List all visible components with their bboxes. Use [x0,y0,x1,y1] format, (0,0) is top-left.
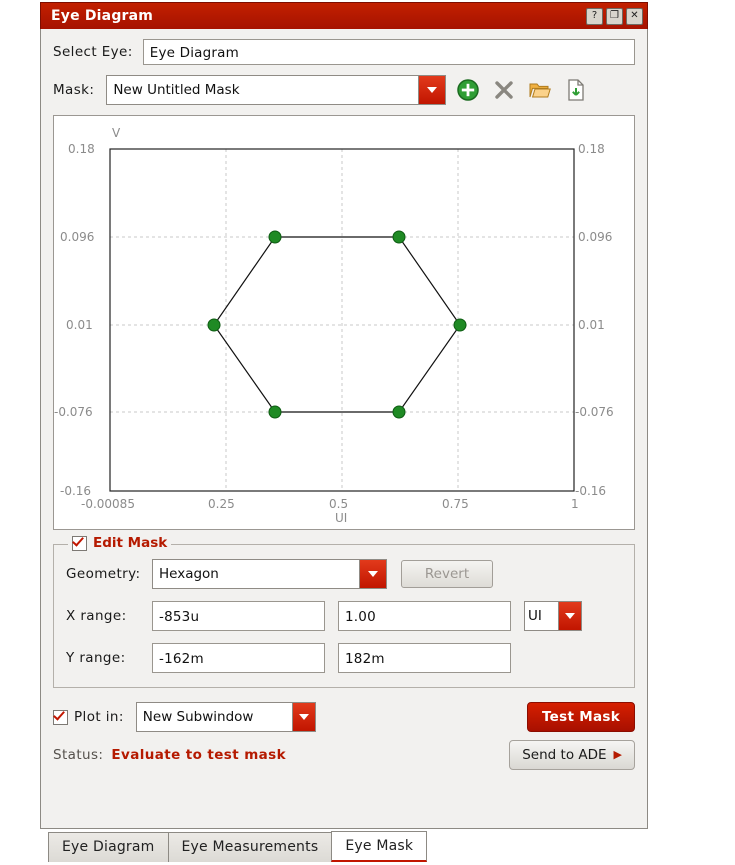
tab-eye-measurements[interactable]: Eye Measurements [168,832,333,862]
y-tick-right-0: 0.18 [578,142,605,156]
mask-combobox[interactable] [106,75,446,105]
chevron-down-icon[interactable] [558,602,581,630]
play-arrow-icon: ▶ [613,748,622,761]
x-range-row [66,601,622,631]
geometry-combobox[interactable] [152,559,387,589]
mask-vertex [269,406,281,418]
test-mask-button[interactable]: Test Mask [527,702,635,732]
x-range-max-input[interactable]: 1.00 [338,601,511,631]
edit-mask-group [53,535,635,688]
mask-row [53,75,635,105]
status-row [53,740,635,770]
mask-vertex [393,231,405,243]
plot-svg [54,116,636,529]
delete-mask-icon[interactable] [490,76,518,104]
tab-eye-diagram[interactable]: Eye Diagram [48,832,169,862]
open-mask-icon[interactable] [526,76,554,104]
x-range-unit-combobox[interactable] [524,601,582,631]
x-tick-0: -0.00085 [81,497,135,511]
restore-button[interactable]: ❐ [606,8,623,25]
chevron-down-icon[interactable] [292,703,315,731]
x-range-min-input[interactable]: -853u [152,601,325,631]
window-body [40,29,648,829]
geometry-row [66,559,622,589]
send-to-ade-button[interactable] [509,740,635,770]
tab-eye-mask[interactable]: Eye Mask [331,831,427,862]
select-eye-input[interactable]: Eye Diagram [143,39,635,65]
mask-vertex [269,231,281,243]
window-title-bar [40,2,648,29]
x-axis-title: UI [335,511,348,525]
y-range-min-input[interactable]: -162m [152,643,325,673]
status-value: Evaluate to test mask [111,747,286,763]
y-tick-right-2: 0.01 [578,318,605,332]
plot-in-combobox[interactable] [136,702,316,732]
edit-mask-label: Edit Mask [93,535,168,551]
y-tick-right-4: -0.16 [575,484,607,498]
chevron-down-icon[interactable] [418,76,445,104]
y-tick-right-3: -0.076 [575,405,614,419]
mask-vertex [393,406,405,418]
y-range-max-input[interactable]: 182m [338,643,511,673]
plot-in-row [53,702,635,732]
mask-combobox-value: New Untitled Mask [113,82,240,98]
mask-vertex [208,319,220,331]
y-range-label: Y range: [66,650,126,666]
save-mask-icon[interactable] [562,76,590,104]
eye-diagram-window [40,2,648,862]
revert-button[interactable]: Revert [401,560,493,588]
geometry-combobox-value: Hexagon [159,566,219,582]
x-tick-3: 0.75 [442,497,469,511]
tab-bar [48,831,426,862]
select-eye-row [53,39,635,65]
x-tick-4: 1 [571,497,579,511]
add-mask-icon[interactable] [454,76,482,104]
edit-mask-checkbox[interactable] [72,536,87,551]
y-tick-left-4: -0.16 [60,484,92,498]
x-tick-2: 0.5 [329,497,349,511]
close-button[interactable]: ✕ [626,8,643,25]
y-tick-left-0: 0.18 [68,142,95,156]
eye-mask-plot[interactable] [53,115,635,530]
y-tick-left-1: 0.096 [60,230,95,244]
select-eye-label: Select Eye: [53,44,133,60]
plot-in-label: Plot in: [74,709,124,725]
mask-label: Mask: [53,82,95,98]
plot-in-checkbox[interactable] [53,710,68,725]
mask-vertex-group [208,231,466,418]
plot-in-combobox-value: New Subwindow [142,709,254,725]
y-tick-right-1: 0.096 [578,230,613,244]
x-range-label: X range: [66,608,127,624]
x-range-unit-value: UI [528,608,542,624]
y-range-row [66,643,622,673]
send-to-ade-label: Send to ADE [522,747,607,763]
edit-mask-title-row [68,535,171,551]
chevron-down-icon[interactable] [359,560,386,588]
help-button[interactable]: ? [586,8,603,25]
geometry-label: Geometry: [66,566,141,582]
x-tick-1: 0.25 [208,497,235,511]
status-label: Status: [53,747,104,763]
mask-vertex [454,319,466,331]
window-title: Eye Diagram [51,8,154,24]
y-tick-left-3: -0.076 [54,405,93,419]
y-tick-left-2: 0.01 [66,318,93,332]
y-axis-title: V [112,126,121,140]
